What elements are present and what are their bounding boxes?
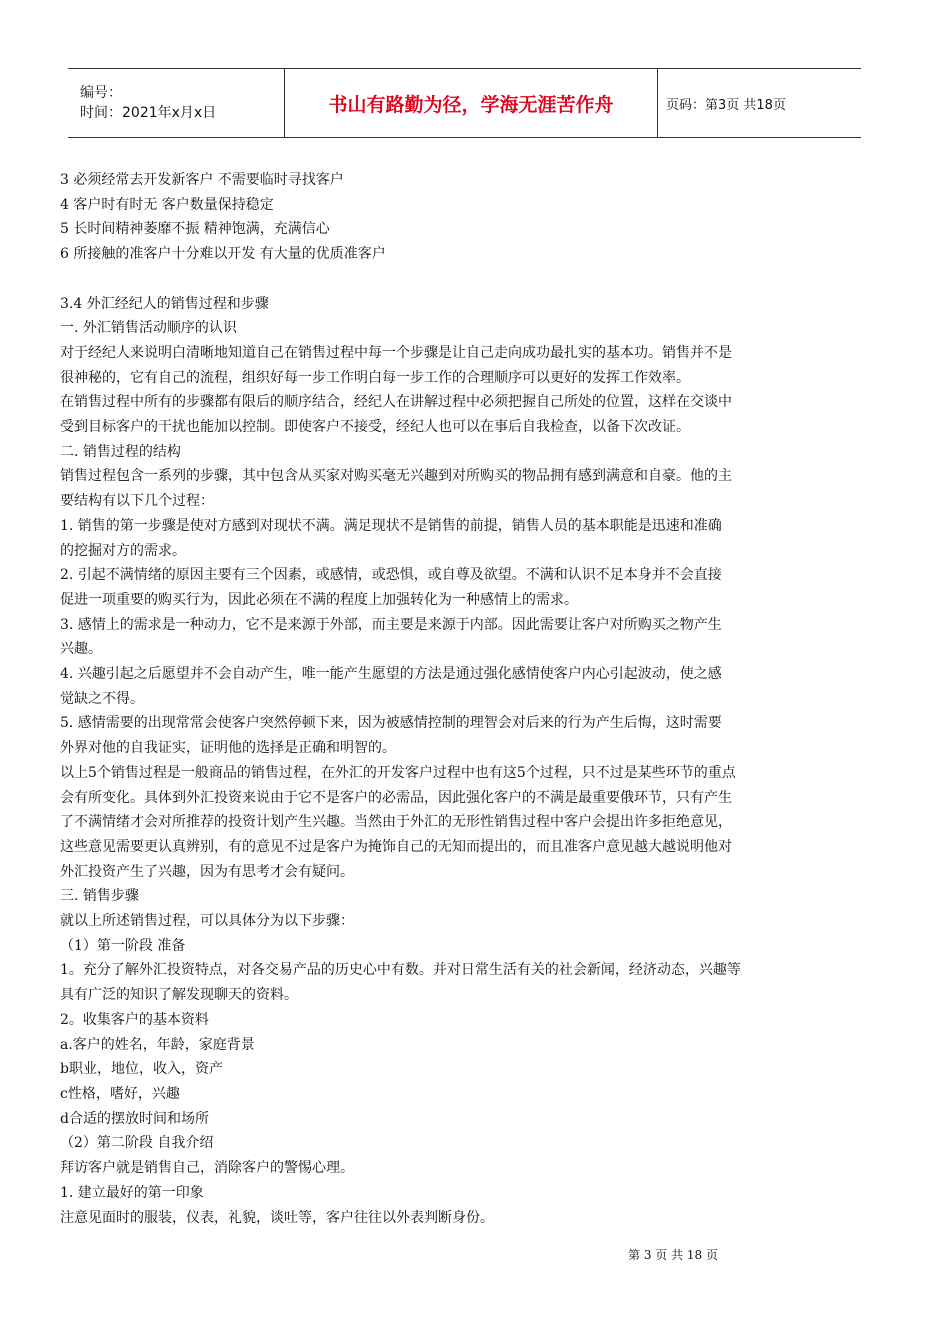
text-line: 拜访客户就是销售自己，消除客户的警惕心理。 [60,1160,354,1177]
text-line: 很神秘的，它有自己的流程，组织好每一步工作明白每一步工作的合理顺序可以更好的发挥工作效率。 [60,369,690,386]
text-line: 注意见面时的服装，仪表，礼貌，谈吐等，客户往往以外表判断身份。 [60,1209,494,1226]
text-line: d合适的摆放时间和场所 [60,1110,209,1127]
subsection-heading: 二. 销售过程的结构 [60,443,181,460]
text-line: 销售过程包含一系列的步骤，其中包含从买家对购买毫无兴趣到对所购买的物品拥有感到满意和自豪。他的主 [60,468,732,485]
text-line: 促进一项重要的购买行为，因此必须在不满的程度上加强转化为一种感情上的需求。 [60,591,578,608]
text-line: 会有所变化。具体到外汇投资来说由于它不是客户的必需品，因此强化客户的不满是最重要俄环节，只有产生 [60,789,732,806]
section-heading: 3.4 外汇经纪人的销售过程和步骤 [60,295,269,312]
text-line: 4. 兴趣引起之后愿望并不会自动产生，唯一能产生愿望的方法是通过强化感情使客户内心引起波动，使之感 [60,666,722,683]
header-motto: 书山有路勤为径，学海无涯苦作舟 [285,69,658,137]
text-line: 兴趣。 [60,641,102,658]
text-line: 1. 建立最好的第一印象 [60,1184,204,1201]
text-line: 要结构有以下几个过程： [60,493,214,510]
text-line: 对于经纪人来说明白清晰地知道自己在销售过程中每一个步骤是让自己走向成功最扎实的基本功。销售并不是 [60,344,732,361]
text-line: 觉缺之不得。 [60,690,144,707]
text-line: 外汇投资产生了兴趣，因为有思考才会有疑问。 [60,863,354,880]
text-line: 受到目标客户的干扰也能加以控制。即使客户不接受，经纪人也可以在事后自我检查，以备下次改证。 [60,419,690,436]
text-line: 3. 感情上的需求是一种动力，它不是来源于外部，而主要是来源于内部。因此需要让客户对所购买之物产生 [60,616,722,633]
text-line: b职业，地位，收入，资产 [60,1061,223,1078]
text-line: 5 长时间精神萎靡不振 精神饱满，充满信心 [60,221,330,238]
text-line: 就以上所述销售过程，可以具体分为以下步骤： [60,913,354,930]
text-line: 5. 感情需要的出现常常会使客户突然停顿下来，因为被感情控制的理智会对后来的行为产生后悔，这时需要 [60,715,722,732]
document-number-label: 编号： [80,85,122,101]
paragraph-gap [60,267,872,292]
text-line: 2. 引起不满情绪的原因主要有三个因素，或感情，或恐惧，或自尊及欲望。不满和认识不足本身并不会直接 [60,567,722,584]
text-line: 了不满情绪才会对所推荐的投资计划产生兴趣。当然由于外汇的无形性销售过程中客户会提出许多拒绝意见， [60,814,732,831]
document-time: 时间：2021年x月x日 [80,105,217,121]
text-line: 3 必须经常去开发新客户 不需要临时寻找客户 [60,172,344,188]
header-meta [68,69,285,137]
header-page-info: 页码：第3页 共18页 [666,97,786,113]
text-line: a.客户的姓名，年龄，家庭背景 [60,1036,255,1053]
page-footer: 第 3 页 共 18 页 [628,1248,718,1262]
text-line: 6 所接触的准客户十分难以开发 有大量的优质准客户 [60,246,386,263]
text-line: 1. 销售的第一步骤是使对方感到对现状不满。满足现状不是销售的前提，销售人员的基本职能是迅速和准确 [60,517,722,534]
subsection-heading: 一. 外汇销售活动顺序的认识 [60,320,237,337]
text-line: 外界对他的自我证实，证明他的选择是正确和明智的。 [60,740,396,757]
page-header [68,68,861,138]
text-line: 具有广泛的知识了解发现聊天的资料。 [60,987,298,1004]
text-line: 的挖掘对方的需求。 [60,542,186,559]
text-line: （2）第二阶段 自我介绍 [60,1135,214,1152]
document-body [60,168,872,1230]
text-line: 这些意见需要更认真辨别，有的意见不过是客户为掩饰自己的无知而提出的，而且准客户意见越大越说明他对 [60,838,732,855]
text-line: 以上5个销售过程是一般商品的销售过程，在外汇的开发客户过程中也有这5个过程，只不过是某些环节的重点 [60,764,736,781]
text-line: c性格，嗜好，兴趣 [60,1086,180,1102]
text-line: 在销售过程中所有的步骤都有限后的顺序结合，经纪人在讲解过程中必须把握自己所处的位置，这样在交谈中 [60,394,732,411]
text-line: 1。充分了解外汇投资特点，对各交易产品的历史心中有数。并对日常生活有关的社会新闻，经济动态，兴趣等 [60,962,741,979]
text-line: 2。收集客户的基本资料 [60,1011,209,1028]
subsection-heading: 三. 销售步骤 [60,888,139,905]
text-line: （1）第一阶段 准备 [60,937,186,954]
text-line: 4 客户时有时无 客户数量保持稳定 [60,196,274,213]
